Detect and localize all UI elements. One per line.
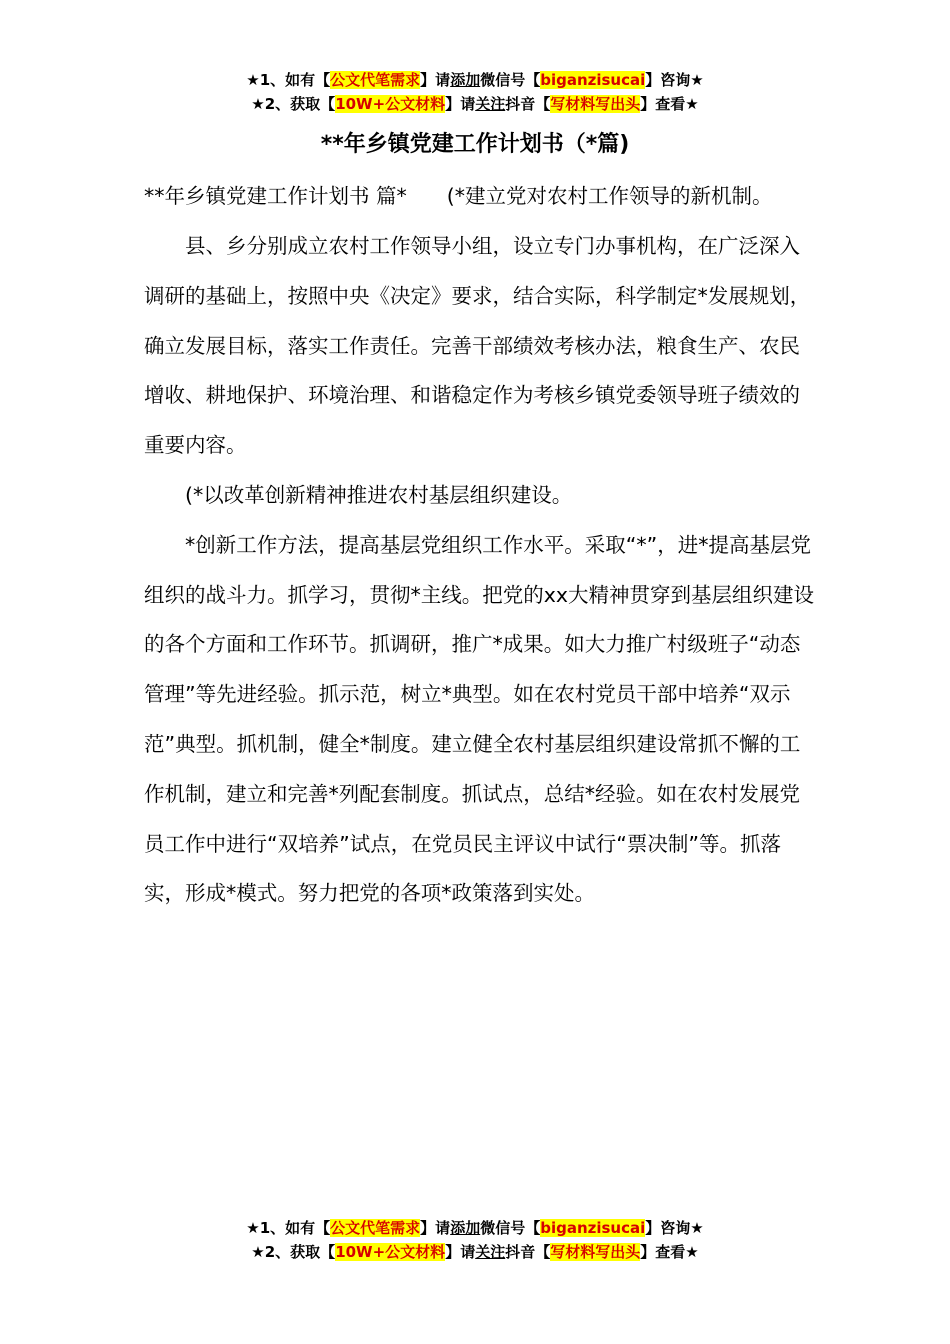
banner-line-1	[0, 1216, 950, 1240]
document-body	[144, 222, 816, 919]
underlined-text: 添加	[450, 1219, 481, 1237]
footer-banner	[0, 1216, 950, 1264]
highlight-materials: 10W+公文材料	[335, 1243, 446, 1261]
banner-text: ★1、如有【	[246, 1219, 331, 1237]
banner-line-1	[0, 68, 950, 92]
banner-text: 】请	[420, 1219, 451, 1237]
paragraph: 县、乡分别成立农村工作领导小组，设立专门办事机构，在广泛深入调研的基础上，按照中央《决定》要求，结合实际，科学制定*发展规划，确立发展目标，落实工作责任。完善干部绩效考核办法，粮食生产、农民增收、耕地保护、环境治理、和谐稳定作为考核乡镇党委领导班子绩效的重要内容。	[144, 234, 811, 458]
highlight-materials: 10W+公文材料	[335, 95, 446, 113]
banner-line-2	[0, 92, 950, 116]
banner-text: 】咨询★	[645, 1219, 704, 1237]
paragraph: *创新工作方法，提高基层党组织工作水平。采取“*”，进*提高基层党组织的战斗力。抓学习，贯彻*主线。把党的xx大精神贯穿到基层组织建设的各个方面和工作环节。抓调研，推广*成果。如大力推广村级班子“动态管理”等先进经验。抓示范，树立*典型。如在农村党员干部中培养“双示范”典型。抓机制，健全*制度。建立健全农村基层组织建设常抓不懈的工作机制，建立和完善*列配套制度。抓试点，总结*经验。如在农村发展党员工作中进行“双培养”试点，在党员民主评议中试行“票决制”等。抓落实，形成*模式。努力把党的各项*政策落到实处。	[144, 532, 815, 906]
first-line-right: (*建立党对农村工作领导的新机制。	[446, 184, 773, 208]
banner-text: ★1、如有【	[246, 71, 331, 89]
banner-line-2	[0, 1240, 950, 1264]
banner-text: 】请	[420, 71, 451, 89]
highlight-service: 公文代笔需求	[330, 1219, 421, 1237]
banner-text: 微信号【	[480, 71, 541, 89]
banner-text: ★2、获取【	[251, 1243, 336, 1261]
highlight-wechat-id: biganzisucai	[540, 71, 646, 89]
highlight-douyin-id: 写材料写出头	[550, 1243, 641, 1261]
banner-text: 抖音【	[505, 95, 551, 113]
first-line	[144, 172, 844, 222]
banner-text: 】查看★	[640, 95, 699, 113]
first-line-left: **年乡镇党建工作计划书 篇*	[144, 184, 407, 208]
banner-text: ★2、获取【	[251, 95, 336, 113]
banner-text: 】请	[445, 95, 476, 113]
highlight-douyin-id: 写材料写出头	[550, 95, 641, 113]
underlined-text: 关注	[475, 95, 506, 113]
underlined-text: 添加	[450, 71, 481, 89]
banner-text: 微信号【	[480, 1219, 541, 1237]
banner-text: 】咨询★	[645, 71, 704, 89]
banner-text: 抖音【	[505, 1243, 551, 1261]
highlight-wechat-id: biganzisucai	[540, 1219, 646, 1237]
document-title: **年乡镇党建工作计划书（*篇)	[320, 132, 630, 157]
banner-text: 】请	[445, 1243, 476, 1261]
highlight-service: 公文代笔需求	[330, 71, 421, 89]
paragraph: (*以改革创新精神推进农村基层组织建设。	[185, 482, 573, 507]
banner-text: 】查看★	[640, 1243, 699, 1261]
header-banner	[0, 68, 950, 116]
underlined-text: 关注	[475, 1243, 506, 1261]
